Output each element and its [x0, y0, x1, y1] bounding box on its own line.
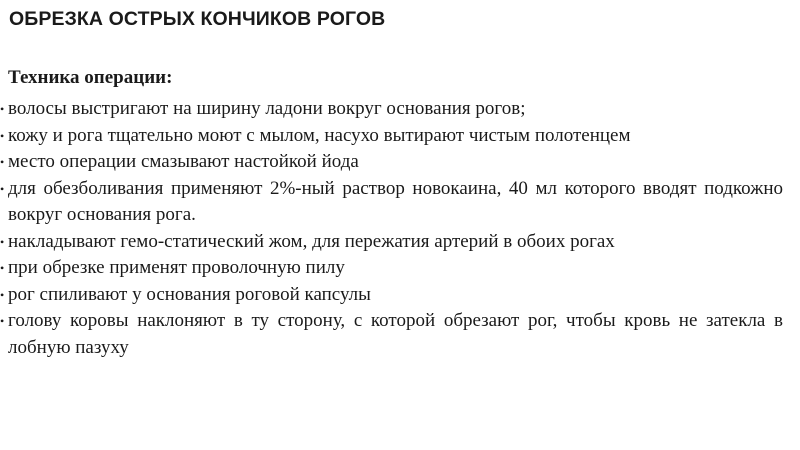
- bullet-icon: •: [0, 287, 5, 302]
- section-subtitle: Техника операции:: [8, 67, 173, 88]
- bullet-icon: •: [0, 181, 5, 196]
- bullet-list: [0, 96, 783, 361]
- bullet-item: [0, 123, 783, 150]
- bullet-text: голову коровы наклоняют в ту сторону, с которой обрезают рог, чтобы кровь не затекла в лобную пазуху: [8, 310, 783, 358]
- bullet-item: [0, 176, 783, 229]
- bullet-text: волосы выстригают на ширину ладони вокруг основания рогов;: [8, 98, 526, 119]
- bullet-text: при обрезке применят проволочную пилу: [8, 257, 345, 278]
- bullet-icon: •: [0, 314, 5, 328]
- bullet-text: для обезболивания применяют 2%-ный раствор новокаина, 40 мл которого вводят подкожно вокруг основания рога.: [8, 177, 783, 225]
- bullet-text: накладывают гемо-статический жом, для пережатия артерий в обоих рогах: [8, 230, 615, 252]
- bullet-item: [0, 308, 783, 361]
- bullet-icon: •: [0, 261, 5, 275]
- bullet-text: рог спиливают у основания роговой капсулы: [8, 283, 371, 305]
- bullet-icon: •: [0, 128, 5, 143]
- bullet-item: [0, 255, 783, 282]
- bullet-item: [0, 282, 783, 309]
- bullet-text: место операции смазывают настойкой йода: [8, 151, 359, 172]
- bullet-item: [0, 149, 783, 176]
- bullet-item: [0, 229, 783, 256]
- slide-title: ОБРЕЗКА ОСТРЫХ КОНЧИКОВ РОГОВ: [9, 8, 386, 30]
- bullet-item: [0, 96, 783, 123]
- bullet-text: кожу и рога тщательно моют с мылом, насухо вытирают чистым полотенцем: [8, 124, 631, 146]
- bullet-icon: •: [0, 155, 5, 169]
- bullet-icon: •: [0, 234, 5, 249]
- bullet-icon: •: [0, 102, 5, 116]
